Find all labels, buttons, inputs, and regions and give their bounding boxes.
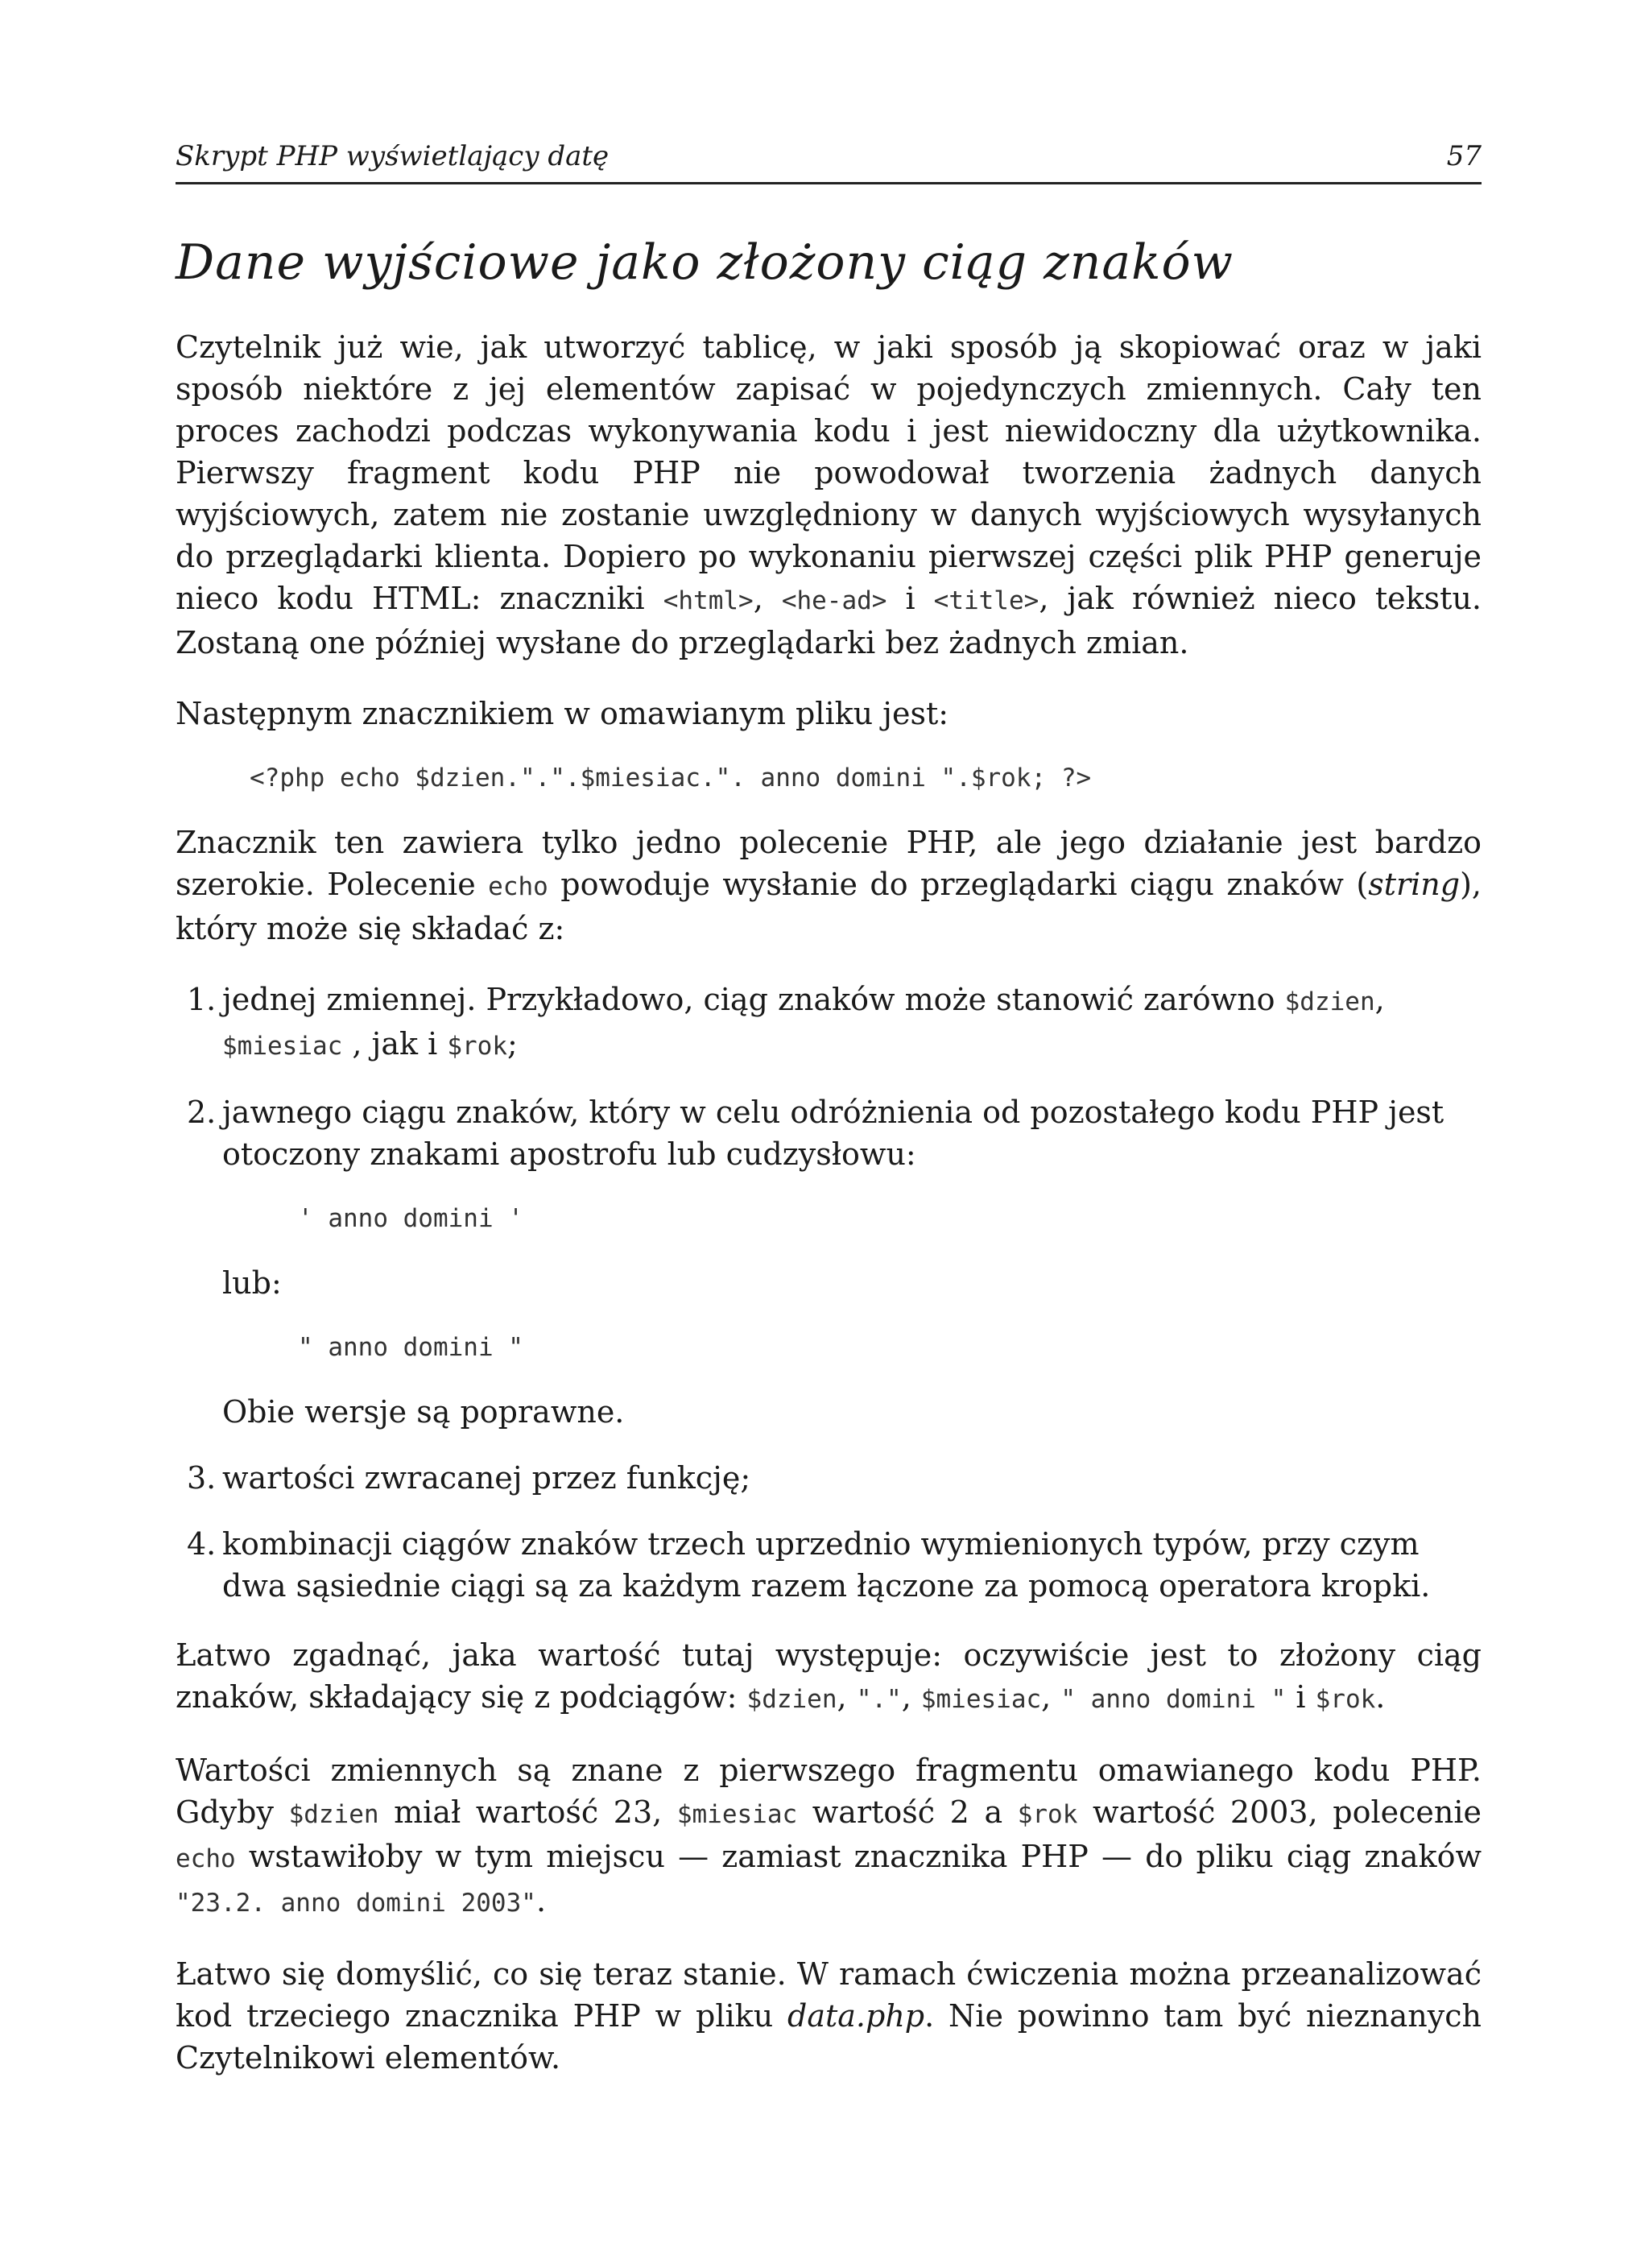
text-span: , — [1041, 1679, 1061, 1715]
inline-code: $miesiac — [676, 1800, 798, 1829]
text-span: , — [901, 1679, 921, 1715]
list-item — [176, 979, 1482, 1067]
list-item-text: kombinacji ciągów znaków trzech uprzednio wymienionych typów, przy czym dwa sąsiednie ciągi są za każdym razem łączone za pomocą operatora kropki. — [222, 1526, 1431, 1604]
inline-code: $miesiac — [920, 1685, 1042, 1714]
text-span: wartość 2 a — [797, 1794, 1018, 1830]
inline-code: $dzien — [746, 1685, 837, 1714]
inline-code: $miesiac — [222, 1032, 343, 1061]
or-label: lub: — [222, 1265, 282, 1301]
text-span: i — [886, 581, 934, 616]
section-title: Dane wyjściowe jako złożony ciąg znaków — [176, 234, 1234, 291]
numbered-list — [176, 979, 1482, 1607]
text-span: jednej zmiennej. Przykładowo, ciąg znaków może stanowić zarówno — [222, 982, 1285, 1017]
running-title: Skrypt PHP wyświetlający datę — [176, 140, 610, 172]
paragraph-variable-values — [176, 1749, 1482, 1924]
text-span: Łatwo zgadnąć, jaka wartość tutaj występuje: oczywiście jest to złożony ciąg znaków, składający się z podciągów: — [176, 1637, 1482, 1715]
text-span: i — [1286, 1679, 1316, 1715]
text-span: , — [1374, 982, 1385, 1017]
code-listing: <?php echo $dzien.".".$miesiac.". anno domini ".$rok; ?> — [250, 764, 1092, 793]
text-span: Czytelnik już wie, jak utworzyć tablicę, w jaki sposób ją skopiować oraz w jaki sposób niektóre z jej elementów zapisać w pojedynczych zmiennych. Cały ten proces zachodzi podczas wykonywania kodu i jest niewidoczny dla użytkownika. Pierwszy fragment kodu PHP nie powodował tworzenia żadnych danych wyjściowych, zatem nie zostanie uwzględniony w danych wyjściowych wysyłanych do przeglądarki klienta. Dopiero po wykonaniu pierwszej części plik PHP generuje nieco kodu HTML: znaczniki — [176, 329, 1482, 616]
text-span: Wartości zmiennych są znane z pierwszego fragmentu omawianego kodu PHP. Gdyby — [176, 1753, 1482, 1830]
paragraph-composite-string — [176, 1634, 1482, 1720]
text-span: Łatwo się domyślić, co się teraz stanie. W ramach ćwiczenia można przeanalizować kod trzeciego znacznika PHP w pliku — [176, 1956, 1482, 2034]
text-span: Znacznik ten zawiera tylko jedno polecenie PHP, ale jego działanie jest bardzo szerokie. Polecenie — [176, 825, 1482, 902]
text-span: , — [837, 1679, 857, 1715]
text-span: wartość 2003, polecenie — [1077, 1794, 1482, 1830]
emphasis: string — [1368, 867, 1461, 902]
list-number: 3. — [187, 1460, 217, 1496]
inline-code: " anno domini " — [1060, 1685, 1287, 1714]
text-span: , jak i — [342, 1026, 448, 1062]
inline-code: $rok — [1017, 1800, 1078, 1829]
inline-code: echo — [488, 872, 548, 901]
inline-code: <html> — [663, 586, 754, 615]
list-item-text: jawnego ciągu znaków, który w celu odróżnienia od pozostałego kodu PHP jest otoczony znakami apostrofu lub cudzysłowu: — [222, 1095, 1444, 1172]
inline-code: echo — [176, 1844, 236, 1873]
text-span: miał wartość 23, — [378, 1794, 677, 1830]
code-example: ' anno domini ' — [298, 1204, 523, 1233]
paragraph-exercise — [176, 1953, 1482, 2079]
paragraph-intro — [176, 326, 1482, 664]
text-span: ; — [506, 1026, 518, 1062]
inline-code: <title> — [933, 586, 1039, 615]
text-span: ), który może się składać z: — [176, 867, 1482, 946]
page-number: 57 — [1446, 140, 1482, 172]
inline-code: $rok — [447, 1032, 507, 1061]
code-example: " anno domini " — [298, 1333, 523, 1362]
inline-code: "23.2. anno domini 2003" — [176, 1889, 536, 1918]
text-span: . — [1375, 1679, 1386, 1715]
inline-code: <he-ad> — [781, 586, 887, 615]
text-span: wstawiłoby w tym miejscu — zamiast znacznika PHP — do pliku ciąg znaków — [235, 1839, 1482, 1874]
list-item — [176, 1457, 1482, 1499]
text-span: powoduje wysłanie do przeglądarki ciągu znaków ( — [548, 867, 1369, 902]
list-item-text: wartości zwracanej przez funkcję; — [222, 1460, 751, 1496]
paragraph-next-tag: Następnym znacznikiem w omawianym pliku jest: — [176, 696, 949, 731]
inline-code: $dzien — [1284, 987, 1375, 1016]
list-item-note: Obie wersje są poprawne. — [222, 1394, 625, 1430]
inline-code: $dzien — [288, 1800, 379, 1829]
paragraph-echo — [176, 822, 1482, 950]
list-number: 1. — [187, 982, 217, 1017]
inline-code: "." — [856, 1685, 902, 1714]
text-span: , — [753, 581, 782, 616]
list-item — [176, 1091, 1482, 1433]
list-item — [176, 1523, 1482, 1607]
text-span: . — [535, 1883, 547, 1918]
running-header — [176, 137, 1482, 184]
list-number: 2. — [187, 1095, 217, 1130]
inline-code: $rok — [1315, 1685, 1376, 1714]
text-span: , jak również nieco tekstu. Zostaną one później wysłane do przeglądarki bez żadnych zmian. — [176, 581, 1482, 660]
list-number: 4. — [187, 1526, 217, 1562]
filename-emphasis: data.php — [787, 1998, 925, 2034]
book-page — [176, 137, 1482, 2108]
text-span: . Nie powinno tam być nieznanych Czytelnikowi elementów. — [176, 1998, 1482, 2076]
